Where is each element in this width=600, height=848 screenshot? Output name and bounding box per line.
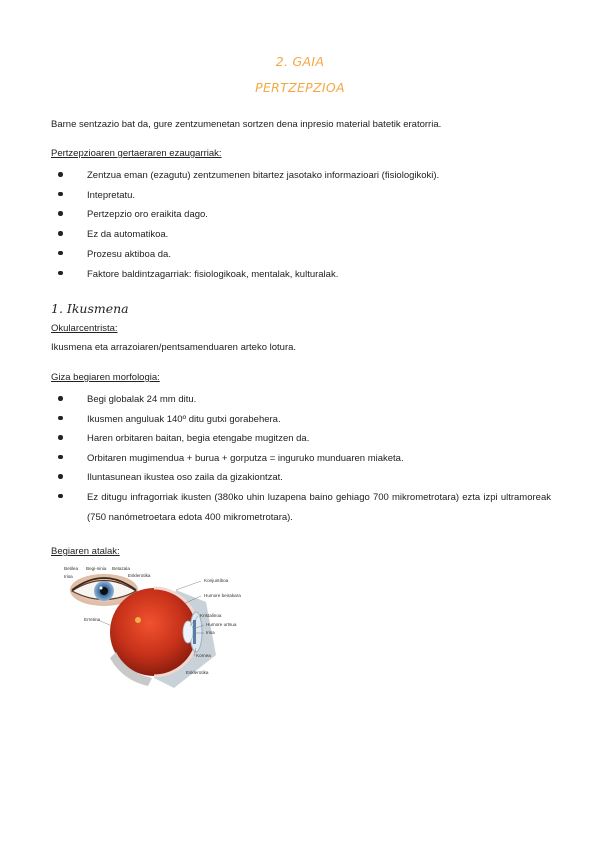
label-eyelash: Betilea: [64, 566, 79, 571]
list-item: Iluntasunean ikustea oso zaila da gizakiontzat.: [51, 468, 551, 488]
label-lens: Kristalinoa: [200, 613, 222, 618]
list-item: Ikusmen anguluak 140º ditu gutxi gorabehera.: [51, 410, 551, 430]
list-item: Haren orbitaren baitan, begia etengabe mugitzen da.: [51, 429, 551, 449]
label-cornea: Kornea: [196, 653, 211, 658]
parts-heading: Begiaren atalak:: [51, 546, 120, 557]
label-vitreous: Humore beirakara: [204, 593, 241, 598]
list-item: Ez da automatikoa.: [51, 225, 551, 245]
label-iris-top: Irisa: [64, 574, 73, 579]
label-retina: Erretina: [84, 617, 101, 622]
list-item: Pertzepzio oro eraikita dago.: [51, 205, 551, 225]
eye-anatomy-figure: [56, 560, 266, 690]
morphology-list: [51, 390, 551, 527]
section-heading: 1. Ikusmena: [51, 301, 129, 316]
characteristics-list: [51, 166, 551, 284]
chapter-title: PERTZEPZIOA: [255, 80, 345, 95]
list-item: Begi globalak 24 mm ditu.: [51, 390, 551, 410]
list-item: Intepretatu.: [51, 186, 551, 206]
list-item: Zentzua eman (ezagutu) zentzumenen bitartez jasotako informazioari (fisiologikoki).: [51, 166, 551, 186]
label-pupil: Begi-ninia: [86, 566, 107, 571]
intro-paragraph: Barne sentzazio bat da, gure zentzumenetan sortzen dena inpresio material batetik eratorria.: [51, 119, 442, 130]
ocular-text: Ikusmena eta arrazoiaren/pentsamenduaren arteko lotura.: [51, 342, 297, 353]
list-item: Faktore baldintzagarriak: fisiologikoak, mentalak, kulturalak.: [51, 265, 551, 285]
ocular-label: Okularcentrista:: [51, 323, 118, 334]
chapter-number: 2. GAIA: [275, 54, 325, 69]
label-sclera-top: Esklerotika: [128, 573, 151, 578]
list-item: Ez ditugu infragorriak ikusten (380ko uhin luzapena baino gehiago 700 mikrometrotara) ezta izpi ultramoreak (750 nanómetroetara edota 400 mikrometrotara).: [51, 488, 551, 527]
list-item: Orbitaren mugimendua + burua + gorputza = inguruko munduaren miaketa.: [51, 449, 551, 469]
label-conjunctiva: Konjuntiboa: [204, 578, 229, 583]
morphology-heading: Giza begiaren morfologia:: [51, 372, 160, 383]
label-sclera: Esklerotika: [186, 670, 209, 675]
characteristics-heading: Pertzepzioaren gertaeraren ezaugarriak:: [51, 148, 222, 159]
list-item: Prozesu aktiboa da.: [51, 245, 551, 265]
label-aqueous: Humore urtsua: [206, 622, 237, 627]
label-iris: Irisa: [206, 630, 215, 635]
label-eyelid: Betazala: [112, 566, 130, 571]
